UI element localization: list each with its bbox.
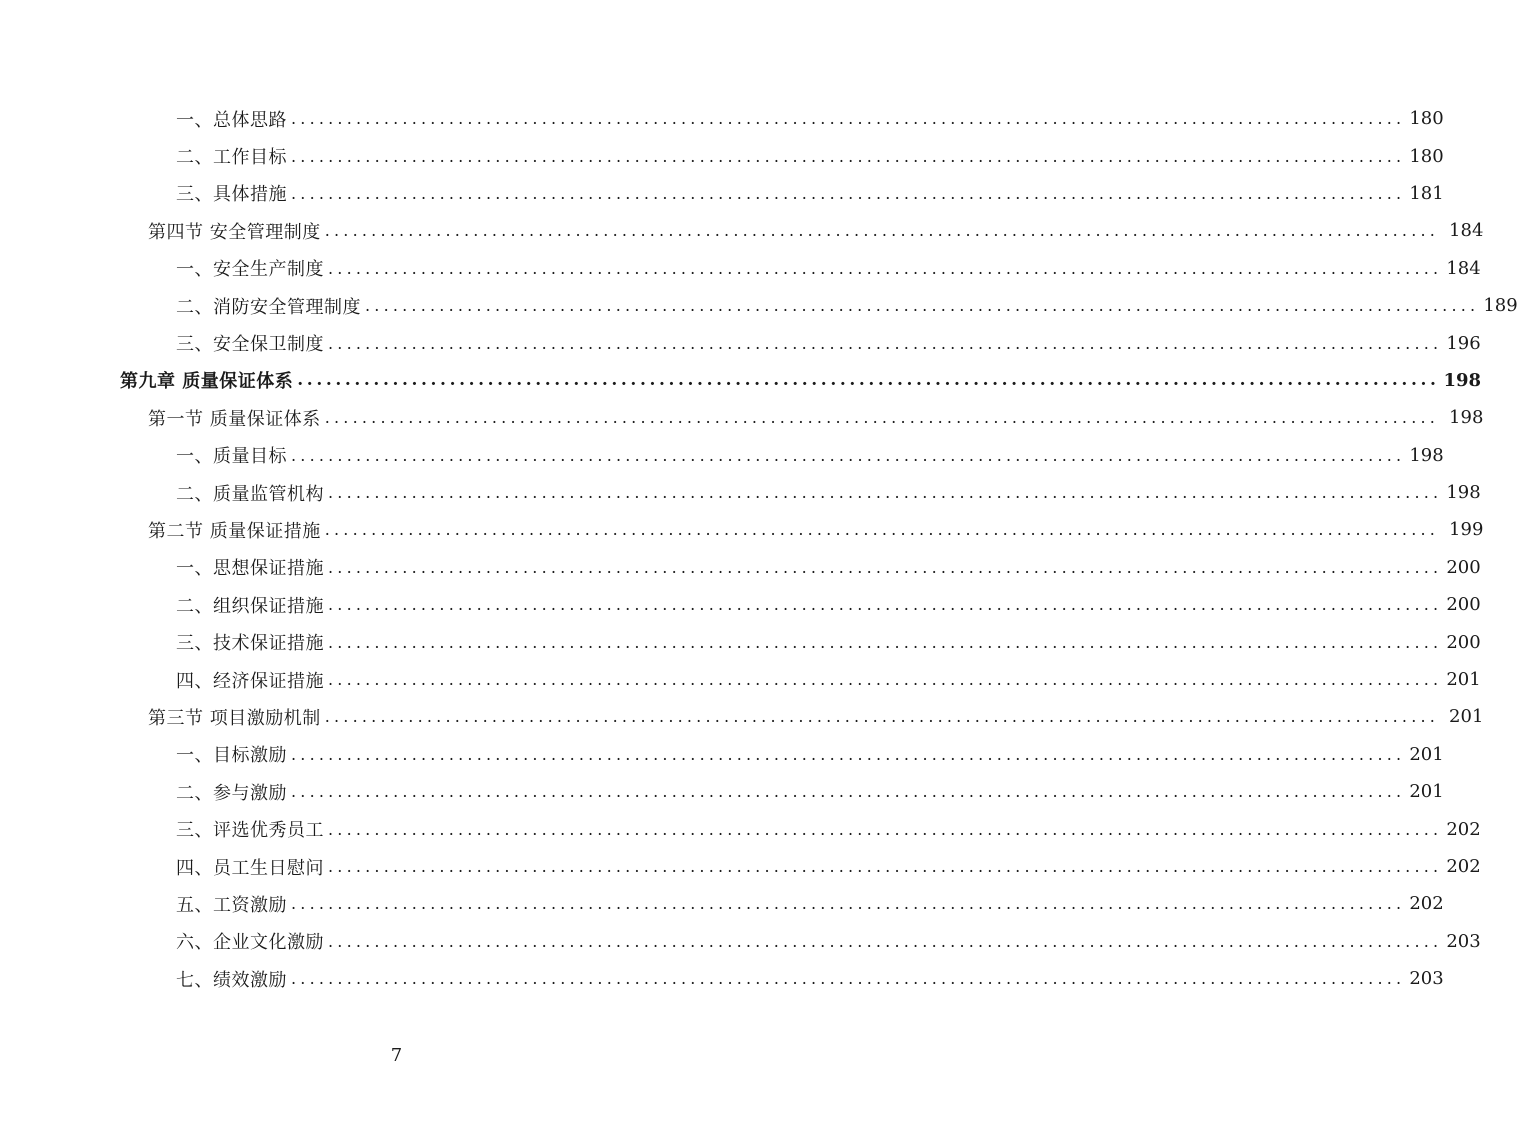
toc-entry-label: 二、消防安全管理制度: [176, 296, 361, 318]
toc-entry-item[interactable]: [0, 736, 1444, 773]
toc-entry-page: 200: [1446, 631, 1481, 653]
toc-entry-page: 202: [1446, 856, 1481, 877]
toc-entry-label: 第三节 项目激励机制: [148, 707, 321, 729]
dot-leader: ........................................................................................................................: [328, 595, 1443, 615]
toc-entry-page: 202: [1409, 893, 1444, 915]
dot-leader: ........................................................................................................................: [324, 408, 1440, 428]
toc-entry-item[interactable]: [0, 474, 1481, 511]
toc-entry-item[interactable]: [0, 923, 1481, 960]
dot-leader: ........................................................................................................................: [291, 445, 1406, 465]
dot-leader: ........................................................................................................................: [291, 894, 1406, 914]
dot-leader: ........................................................................................................................: [291, 782, 1406, 802]
toc-entry-item[interactable]: [0, 287, 1518, 324]
dot-leader: ........................................................................................................................: [328, 819, 1443, 839]
dot-leader: ........................................................................................................................: [328, 632, 1443, 652]
toc-entry-item[interactable]: [0, 623, 1481, 660]
dot-leader: ........................................................................................................................: [328, 857, 1443, 876]
toc-entry-label: 一、总体思路: [176, 109, 287, 131]
toc-entry-label: 二、参与激励: [176, 782, 287, 804]
toc-entry-label: 二、质量监管机构: [176, 483, 324, 505]
dot-leader: ........................................................................................................................: [328, 258, 1443, 278]
toc-entry-page: 201: [1409, 781, 1444, 803]
dot-leader: ........................................................................................................................: [297, 370, 1440, 391]
toc-entry-item[interactable]: [0, 175, 1444, 212]
dot-leader: ........................................................................................................................: [324, 520, 1440, 540]
toc-entry-section[interactable]: [0, 399, 1484, 436]
toc-entry-chapter[interactable]: [0, 362, 1482, 399]
toc-entry-page: 198: [1449, 407, 1484, 429]
dot-leader: ........................................................................................................................: [324, 221, 1440, 241]
toc-entry-page: 198: [1446, 482, 1481, 504]
table-of-contents: [0, 100, 1518, 997]
toc-entry-page: 203: [1446, 930, 1481, 952]
toc-entry-page: 198: [1443, 369, 1482, 391]
toc-entry-item[interactable]: [0, 773, 1444, 810]
toc-entry-page: 201: [1446, 669, 1481, 691]
dot-leader: ........................................................................................................................: [291, 969, 1406, 989]
toc-entry-page: 189: [1483, 295, 1518, 317]
toc-entry-item[interactable]: [0, 586, 1481, 623]
toc-entry-item[interactable]: [0, 661, 1481, 698]
dot-leader: ........................................................................................................................: [291, 183, 1406, 203]
dot-leader: ........................................................................................................................: [328, 483, 1443, 503]
dot-leader: ........................................................................................................................: [328, 557, 1443, 577]
dot-leader: ........................................................................................................................: [365, 296, 1480, 316]
toc-entry-item[interactable]: [0, 437, 1444, 474]
toc-entry-label: 七、绩效激励: [176, 969, 287, 991]
toc-entry-item[interactable]: [0, 100, 1444, 137]
toc-entry-page: 201: [1449, 706, 1484, 728]
toc-entry-label: 六、企业文化激励: [176, 932, 324, 954]
toc-entry-page: 200: [1446, 594, 1481, 616]
dot-leader: ........................................................................................................................: [328, 670, 1443, 690]
toc-entry-label: 二、组织保证措施: [176, 595, 324, 617]
toc-entry-section[interactable]: [0, 212, 1484, 249]
toc-entry-page: 198: [1409, 444, 1444, 466]
dot-leader: ........................................................................................................................: [291, 146, 1406, 166]
dot-leader: ........................................................................................................................: [291, 744, 1406, 764]
toc-entry-label: 四、员工生日慰问: [176, 857, 324, 879]
dot-leader: ........................................................................................................................: [328, 931, 1443, 951]
toc-entry-item[interactable]: [0, 250, 1481, 287]
toc-entry-section[interactable]: [0, 698, 1484, 735]
toc-entry-item[interactable]: [0, 848, 1481, 885]
toc-entry-label: 三、具体措施: [176, 184, 287, 206]
toc-entry-page: 200: [1446, 556, 1481, 578]
dot-leader: ........................................................................................................................: [291, 109, 1406, 129]
toc-entry-label: 一、安全生产制度: [176, 259, 324, 281]
toc-entry-label: 第二节 质量保证措施: [148, 520, 321, 542]
toc-entry-label: 一、思想保证措施: [176, 558, 324, 580]
toc-entry-label: 第一节 质量保证体系: [148, 408, 321, 430]
dot-leader: ........................................................................................................................: [328, 333, 1443, 353]
toc-entry-item[interactable]: [0, 810, 1481, 847]
toc-entry-item[interactable]: [0, 137, 1444, 174]
toc-entry-label: 五、工资激励: [176, 894, 287, 916]
toc-entry-label: 第九章 质量保证体系: [120, 371, 294, 393]
toc-entry-section[interactable]: [0, 511, 1484, 548]
toc-entry-label: 三、安全保卫制度: [176, 334, 324, 356]
toc-entry-page: 184: [1446, 257, 1481, 279]
toc-entry-label: 三、技术保证措施: [176, 633, 324, 655]
toc-entry-page: 201: [1409, 743, 1444, 765]
toc-entry-label: 四、经济保证措施: [176, 670, 324, 692]
toc-entry-page: 202: [1446, 818, 1481, 840]
toc-entry-item[interactable]: [0, 960, 1444, 997]
toc-entry-item[interactable]: [0, 885, 1444, 922]
toc-entry-page: 196: [1446, 332, 1481, 354]
toc-entry-page: 184: [1449, 220, 1484, 242]
toc-entry-label: 二、工作目标: [176, 147, 287, 169]
toc-entry-item[interactable]: [0, 324, 1481, 361]
toc-entry-page: 181: [1409, 182, 1444, 204]
toc-entry-label: 一、目标激励: [176, 745, 287, 767]
page-number: 7: [390, 1045, 403, 1066]
toc-entry-label: 第四节 安全管理制度: [148, 221, 321, 243]
dot-leader: ........................................................................................................................: [324, 707, 1440, 727]
toc-entry-label: 三、评选优秀员工: [176, 820, 324, 842]
toc-entry-page: 203: [1409, 968, 1444, 990]
toc-entry-page: 180: [1409, 145, 1444, 167]
toc-entry-page: 180: [1409, 108, 1444, 130]
toc-entry-page: 199: [1449, 519, 1484, 541]
toc-entry-label: 一、质量目标: [176, 446, 287, 468]
toc-entry-item[interactable]: [0, 549, 1481, 586]
